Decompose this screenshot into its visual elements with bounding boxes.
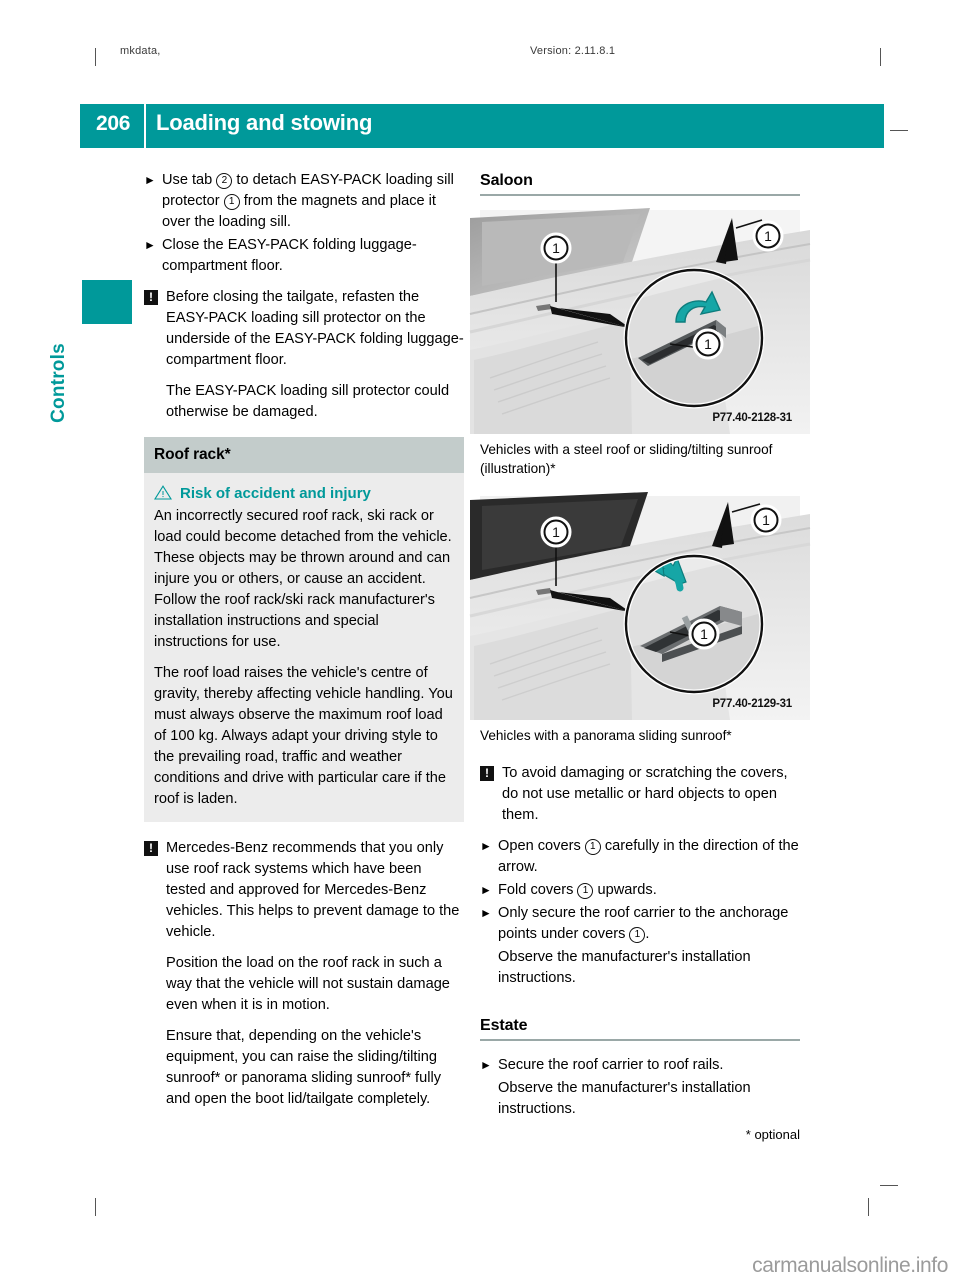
note-block	[144, 838, 464, 1110]
svg-text:1: 1	[762, 512, 770, 528]
callout-ref: 1	[577, 883, 593, 899]
warning-box	[144, 473, 464, 822]
crop-mark-bottom-right	[868, 1198, 869, 1216]
step-text-post: .	[645, 926, 650, 942]
optional-footnote: * optional	[745, 1127, 800, 1142]
note-paragraph: To avoid damaging or scratching the covers, do not use metallic or hard objects to open them.	[502, 765, 788, 823]
section-heading: Roof rack*	[144, 437, 464, 473]
heading-saloon: Saloon	[480, 170, 800, 196]
print-info-left: mkdata,	[120, 45, 161, 57]
warning-paragraph: An incorrectly secured roof rack, ski rack or load could become detached from the vehicle. These objects may be thrown around and can injure you or others, or cause an accident. Follow the roof rack/ski rack manufacturer's installation instructions and special instructions for use.	[154, 508, 452, 650]
crop-mark-bottom-left	[95, 1198, 96, 1216]
step-text-pre: Use tab	[162, 172, 217, 188]
warning-triangle-icon	[154, 485, 172, 500]
header-divider	[144, 104, 146, 148]
callout-ref: 2	[216, 173, 232, 189]
warning-title-row	[154, 483, 454, 504]
step-text-mid: to detach EASY-PACK loading sill protector	[162, 172, 454, 209]
step-text-post: upwards.	[593, 882, 657, 898]
right-column	[480, 170, 800, 1122]
figure-saloon-steel-roof	[480, 210, 800, 434]
warning-title-text: Risk of accident and injury	[180, 485, 371, 502]
heading-estate: Estate	[480, 1015, 800, 1041]
print-info-right: Version: 2.11.8.1	[530, 45, 616, 57]
crop-mark-top-left	[95, 48, 96, 66]
step-item	[480, 903, 800, 945]
step-item	[480, 880, 800, 901]
step-item	[144, 235, 464, 277]
figure-code: P77.40-2128-31	[712, 412, 792, 424]
page-title: Loading and stowing	[156, 110, 373, 135]
chapter-tab-marker	[82, 280, 132, 324]
warning-paragraph: The roof load raises the vehicle's centre of gravity, thereby affecting vehicle handling. You must always observe the maximum roof load of 100 kg. Always adapt your driving style to the prevailing road, traffic and weather conditions and drive with particular care if the roof is laden.	[154, 665, 453, 807]
sub-text: Observe the manufacturer's installation instructions.	[498, 949, 751, 986]
svg-text:1: 1	[552, 240, 560, 256]
note-paragraph: Before closing the tailgate, refasten the EASY-PACK loading sill protector on the underside of the EASY-PACK folding luggage-compartment floor.	[166, 289, 464, 368]
step-arrow-icon: ►	[480, 883, 492, 897]
callout-ref: 1	[585, 839, 601, 855]
step-text-pre: Only secure the roof carrier to the anchorage points under covers	[498, 905, 789, 942]
figure-panorama-sunroof	[480, 496, 800, 720]
sub-text: Observe the manufacturer's installation instructions.	[498, 1080, 751, 1117]
figure-code: P77.40-2129-31	[712, 698, 792, 710]
site-watermark: carmanualsonline.info	[752, 1254, 948, 1277]
note-paragraph: The EASY-PACK loading sill protector could otherwise be damaged.	[166, 383, 450, 420]
step-arrow-icon: ►	[144, 173, 156, 187]
step-arrow-icon: ►	[480, 906, 492, 920]
roof-rack-section	[144, 437, 464, 822]
note-block	[144, 287, 464, 423]
note-paragraph: Ensure that, depending on the vehicle's equipment, you can raise the sliding/tilting sunroof* or panorama sliding sunroof* fully and open the boot lid/tailgate completely.	[166, 1028, 442, 1107]
step-item	[480, 1055, 800, 1076]
callout-ref: 1	[224, 194, 240, 210]
step-text: Close the EASY-PACK folding luggage-compartment floor.	[162, 237, 417, 274]
step-arrow-icon: ►	[480, 1058, 492, 1072]
step-text-pre: Fold covers	[498, 882, 578, 898]
callout-ref: 1	[629, 927, 645, 943]
step-text-pre: Open covers	[498, 838, 585, 854]
note-block	[480, 763, 800, 826]
svg-text:1: 1	[552, 524, 560, 540]
crop-mark-right-lower	[880, 1185, 898, 1186]
left-column	[144, 170, 464, 1120]
chapter-tab-label: Controls	[48, 343, 69, 423]
step-text-post: from the magnets and place it over the loading sill.	[162, 193, 436, 230]
svg-text:1: 1	[704, 336, 712, 352]
note-paragraph: Position the load on the roof rack in such a way that the vehicle will not sustain damage even when it is in motion.	[166, 955, 450, 1013]
note-paragraph: Mercedes-Benz recommends that you only use roof rack systems which have been tested and approved for Mercedes-Benz vehicles. This helps to prevent damage to the vehicle.	[166, 840, 460, 940]
figure-caption: Vehicles with a steel roof or sliding/tilting sunroof (illustration)*	[480, 442, 773, 476]
exclamation-box-icon: !	[480, 766, 494, 781]
svg-text:1: 1	[764, 228, 772, 244]
step-text: Secure the roof carrier to roof rails.	[498, 1057, 724, 1073]
step-arrow-icon: ►	[480, 839, 492, 853]
step-arrow-icon: ►	[144, 238, 156, 252]
figure-caption: Vehicles with a panorama sliding sunroof*	[480, 728, 732, 743]
exclamation-box-icon: !	[144, 841, 158, 856]
exclamation-box-icon: !	[144, 290, 158, 305]
crop-mark-top-right	[880, 48, 881, 66]
page-number: 206	[96, 112, 131, 135]
crop-mark-right-upper	[890, 130, 908, 131]
step-item	[144, 170, 464, 233]
step-text-post: carefully in the direction of the arrow.	[498, 838, 799, 875]
svg-text:1: 1	[700, 626, 708, 642]
step-item	[480, 836, 800, 878]
